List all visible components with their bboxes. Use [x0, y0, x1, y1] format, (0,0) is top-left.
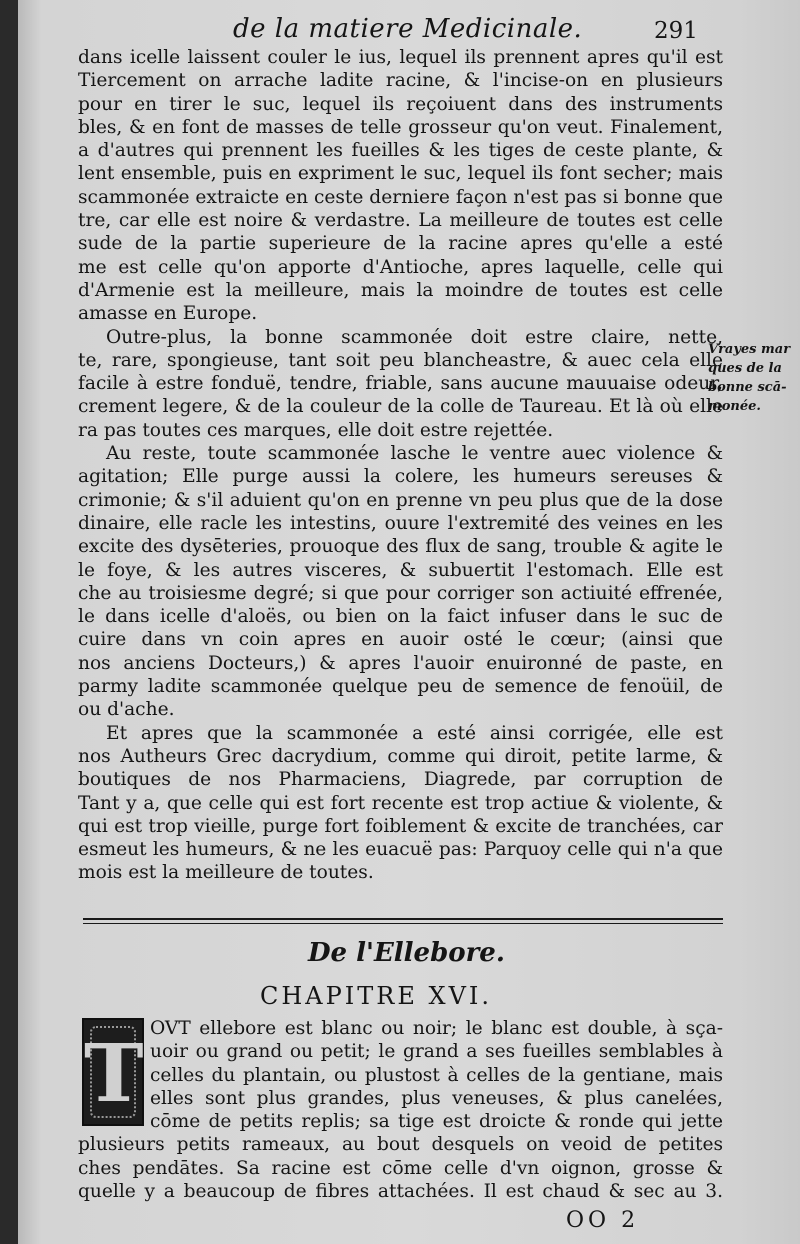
chapter-heading: CHAPITRE XVI. — [260, 982, 493, 1010]
margin-note-line: Vrayes mar — [708, 342, 791, 357]
text-line: nos Autheurs Grec dacrydium, comme qui diroit, petite larme, & — [78, 745, 723, 767]
body-text — [78, 46, 723, 885]
text-line: ches pendātes. Sa racine est cōme celle d'vn oignon, grosse & — [78, 1157, 723, 1179]
text-line: Tiercement on arrache ladite racine, & l'incise-on en plusieurs — [78, 70, 723, 92]
text-line: te, rare, spongieuse, tant soit peu blancheastre, & auec cela elle — [78, 349, 723, 371]
text-line: me est celle qu'on apporte d'Antioche, apres laquelle, celle qui — [78, 256, 723, 278]
text-line: scammonée extraicte en ceste derniere façon n'est pas si bonne que — [78, 186, 723, 208]
text-line: amasse en Europe. — [78, 303, 258, 325]
book-page — [18, 0, 800, 1244]
margin-note-line: monée. — [708, 399, 761, 414]
paragraph-start-line: Au reste, toute scammonée lasche le ventre auec violence & — [106, 443, 723, 465]
margin-note-line: ques de la — [708, 361, 782, 376]
text-line: celles du plantain, ou plustost à celles de la gentiane, mais — [150, 1064, 723, 1086]
text-line: dinaire, elle racle les intestins, ouure l'extremité des veines en les — [78, 512, 723, 534]
text-line: crimonie; & s'il aduient qu'on en prenne vn peu plus que de la dose — [78, 489, 723, 511]
text-line: d'Armenie est la meilleure, mais la moindre de toutes est celle — [78, 279, 723, 301]
signature-mark: OO 2 — [566, 1208, 640, 1233]
text-line: facile à estre fonduë, tendre, friable, sans aucune mauuaise odeur, — [78, 373, 723, 395]
chapter-text — [78, 1017, 723, 1203]
text-line: bles, & en font de masses de telle grosseur qu'on veut. Finalement, — [78, 116, 723, 138]
text-line: a d'autres qui prennent les fueilles & les tiges de ceste plante, & — [78, 140, 723, 162]
text-line: lent ensemble, puis en expriment le suc, lequel ils font secher; mais — [78, 163, 723, 185]
page-header — [18, 14, 758, 48]
running-title: de la matiere Medicinale. — [233, 14, 583, 44]
text-line: plusieurs petits rameaux, au bout desquels on veoid de petites — [78, 1134, 723, 1156]
text-line: pour en tirer le suc, lequel ils reçoiuent dans des instruments — [78, 93, 723, 115]
drop-cap-letter: T — [84, 1026, 144, 1120]
text-line: le foye, & les autres visceres, & subuertit l'estomach. Elle est — [78, 559, 723, 581]
text-line: uoir ou grand ou petit; le grand a ses fueilles semblables à — [150, 1041, 723, 1063]
text-line: quelle y a beaucoup de fibres attachées. Il est chaud & sec au 3. — [78, 1181, 723, 1203]
page-number: 291 — [654, 18, 698, 44]
text-line: qui est trop vieille, purge fort foiblement & excite de tranchées, car — [78, 815, 723, 837]
text-line: che au troisiesme degré; si que pour corriger son actiuité effrenée, — [78, 582, 723, 604]
margin-note-line: bonne scā- — [708, 380, 787, 395]
text-line: mois est la meilleure de toutes. — [78, 862, 374, 884]
section-title: De l'Ellebore. — [308, 938, 505, 968]
text-line: ou d'ache. — [78, 699, 175, 721]
text-line: boutiques de nos Pharmaciens, Diagrede, par corruption de — [78, 769, 723, 791]
text-line: OVT ellebore est blanc ou noir; le blanc est double, à sça- — [150, 1018, 723, 1039]
text-line: parmy ladite scammonée quelque peu de semence de fenoüil, de — [78, 676, 723, 698]
text-line: le dans icelle d'aloës, ou bien on la faict infuser dans le suc de — [78, 606, 723, 628]
text-line: dans icelle laissent couler le ius, lequel ils prennent apres qu'il est — [78, 47, 723, 68]
text-line: crement legere, & de la couleur de la colle de Taureau. Et là où elle — [78, 396, 723, 418]
paragraph-start-line: Et apres que la scammonée a esté ainsi corrigée, elle est — [106, 722, 723, 744]
text-line: esmeut les humeurs, & ne les euacuë pas: Parquoy celle qui n'a que — [78, 839, 723, 861]
text-line: cōme de petits replis; sa tige est droicte & ronde qui jette — [150, 1111, 723, 1133]
text-line: agitation; Elle purge aussi la colere, les humeurs sereuses & — [78, 466, 723, 488]
text-line: sude de la partie superieure de la racine apres qu'elle a esté — [78, 233, 723, 255]
margin-note — [708, 340, 798, 416]
text-line: Tant y a, que celle qui est fort recente est trop actiue & violente, & — [78, 792, 723, 814]
section-divider — [83, 918, 723, 924]
text-line: tre, car elle est noire & verdastre. La meilleure de toutes est celle — [78, 210, 723, 232]
text-line: elles sont plus grandes, plus veneuses, & plus canelées, — [150, 1087, 723, 1109]
text-line: ra pas toutes ces marques, elle doit estre rejettée. — [78, 419, 554, 441]
text-line: cuire dans vn coin apres en auoir osté le cœur; (ainsi que — [78, 629, 723, 651]
text-line: excite des dysēteries, prouoque des flux de sang, trouble & agite le — [78, 536, 723, 558]
text-line: nos anciens Docteurs,) & apres l'auoir enuironné de paste, en — [78, 652, 723, 674]
paragraph-start-line: Outre-plus, la bonne scammonée doit estre claire, nette, — [106, 326, 723, 348]
